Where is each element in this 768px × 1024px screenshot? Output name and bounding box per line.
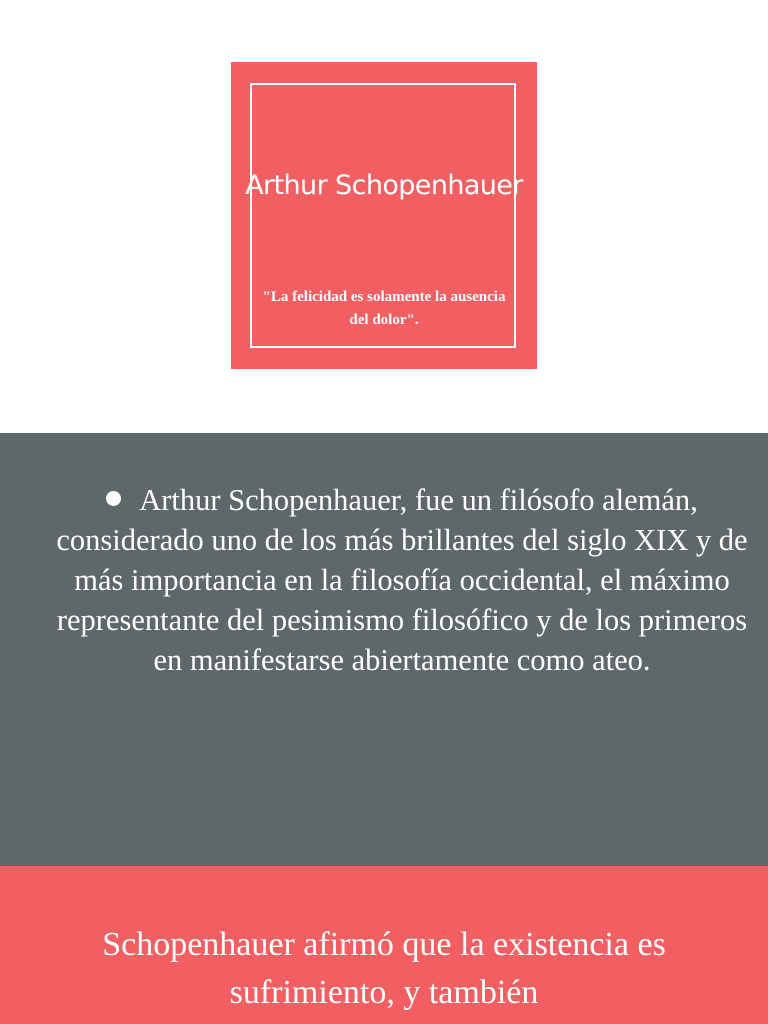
thesis-section: [0, 866, 768, 1024]
title-card: [231, 62, 537, 369]
biography-text: Arthur Schopenhauer, fue un filósofo alemán, considerado uno de los más brillantes del siglo XIX y de más importancia en la filosofía occidental, el máximo representante del pesimismo filosófico y de los primeros en manifestarse abiertamente como ateo.: [56, 483, 748, 677]
biography-section: [0, 433, 768, 866]
biography-bullet: [40, 480, 764, 680]
page-title: Arthur Schopenhauer: [245, 170, 523, 201]
thesis-text: Schopenhauer afirmó que la existencia es sufrimiento, y también: [102, 926, 666, 1011]
quote-text: "La felicidad es solamente la ausencia del dolor".: [262, 289, 506, 328]
bullet-icon: [106, 491, 121, 506]
